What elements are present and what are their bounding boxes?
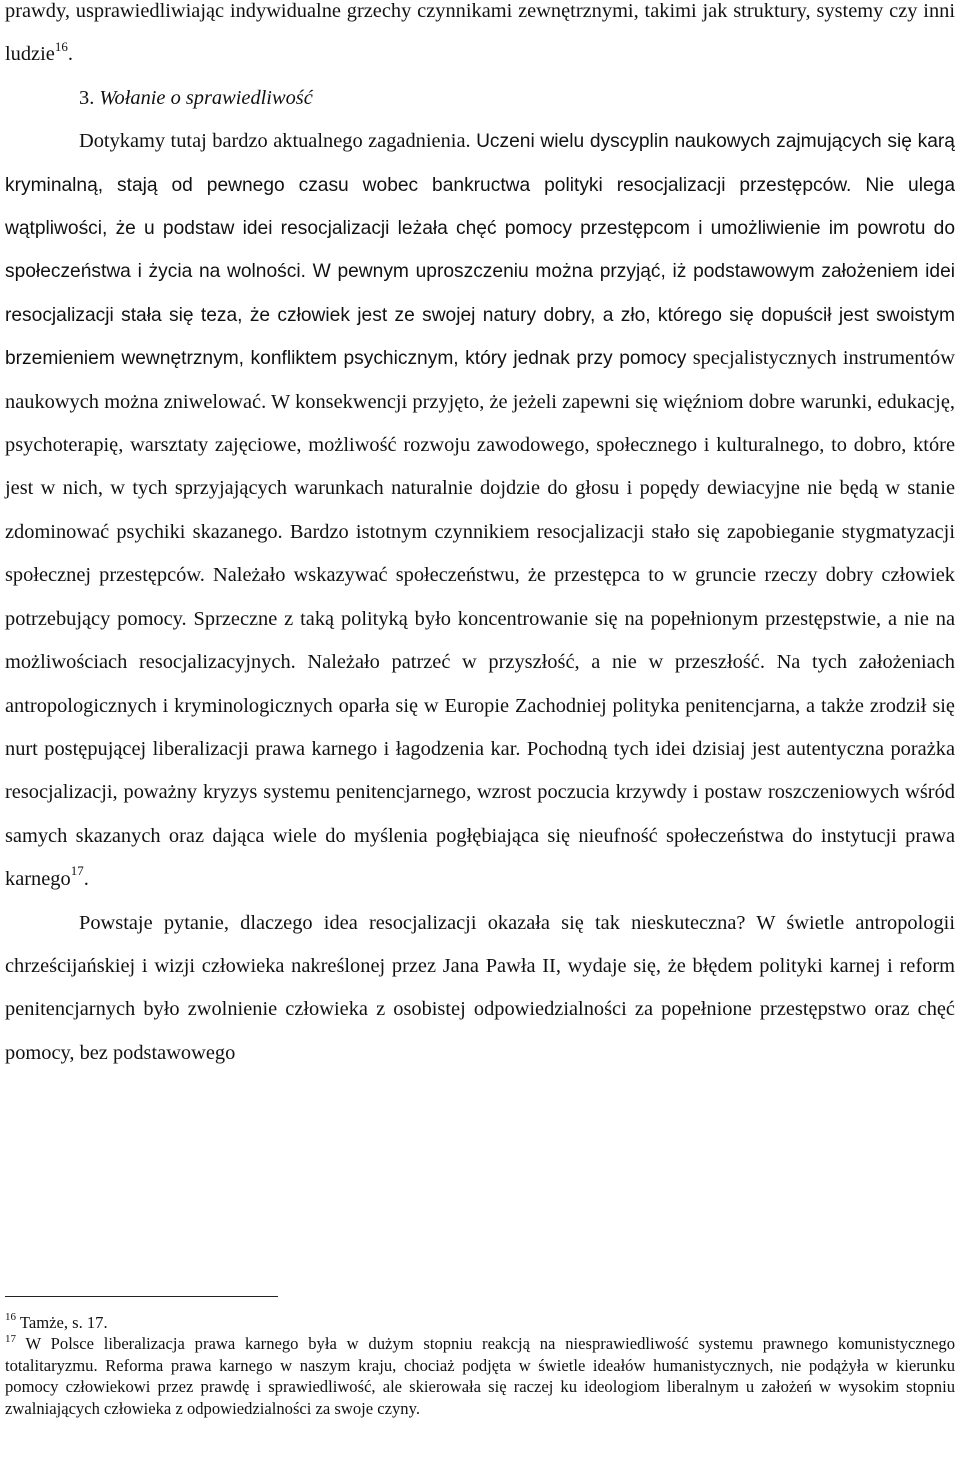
text-run-sans: Uczeni wielu dyscyplin naukowych zajmujących się karą kryminalną, stają od pewnego czasu wobec bankructwa polityki resocjalizacji przestępców. Nie ulega wątpliwości, że u podstaw idei resocjalizacji leżała chęć pomocy przestępcom i umożliwienie im powrotu do społeczeństwa i życia na wolności. W pewnym uproszczeniu można przyjąć, iż podstawowym założeniem idei resocjalizacji stała się teza, że człowiek jest ze swojej natury dobry, a zło, którego się dopuścił jest swoistym brzemieniem wewnętrznym, konfliktem psychicznym, który jednak przy pomocy [5, 131, 955, 370]
footnote [5, 1333, 955, 1419]
footnote-number: 17 [5, 1332, 16, 1345]
body-text [5, 0, 955, 1075]
text-run: Dotykamy tutaj bardzo aktualnego zagadnienia. [79, 130, 477, 153]
footnote-separator [5, 1296, 278, 1297]
section-heading [5, 77, 955, 120]
footnotes [5, 1312, 955, 1419]
footnote-ref-17[interactable]: 17 [70, 863, 84, 879]
section-title: Wołanie o sprawiedliwość [94, 86, 313, 109]
text-run: . [83, 868, 89, 891]
section-number: 3. [79, 86, 95, 109]
footnote-text: W Polsce liberalizacja prawa karnego była w dużym stopniu reakcją na niesprawiedliwość systemu prawnego komunistycznego totalitaryzmu. Reforma prawa karnego w naszym kraju, chociaż podjęta w świetle ideałów humanistycznych, nie podążyła w kierunku pomocy człowiekowi przez prawdę i sprawiedliwość, ale skierowała się raczej ku ideologiom liberalnym u założeń w wysokim stopniu zwalniających człowieka z odpowiedzialności za swoje czyny. [5, 1334, 955, 1418]
paragraph: Powstaje pytanie, dlaczego idea resocjalizacji okazała się tak nieskuteczna? W świetle antropologii chrześcijańskiej i wizji człowieka nakreślonej przez Jana Pawła II, wydaje się, że błędem polityki karnej i reform penitencjarnych było zwolnienie człowieka z osobistej odpowiedzialności za popełnione przestępstwo oraz chęć pomocy, bez podstawowego [5, 911, 955, 1064]
footnote-ref-16[interactable]: 16 [54, 38, 68, 54]
text-run: specjalistycznych instrumentów naukowych można zniwelować. W konsekwencji przyjęto, że jeżeli zapewni się więźniom dobre warunki, edukację, psychoterapię, warsztaty zajęciowe, możliwość rozwoju zawodowego, społecznego i kulturalnego, to dobro, które jest w nich, w tych sprzyjających warunkach naturalnie dojdzie do głosu i popędy dewiacyjne nie będą w stanie zdominować psychiki skazanego. Bardzo istotnym czynnikiem resocjalizacji stało się zapobieganie stygmatyzacji społecznej przestępców. Należało wskazywać społeczeństwu, że przestępca to w gruncie rzeczy dobry człowiek potrzebujący pomocy. Sprzeczne z taką polityką było koncentrowanie się na popełnionym przestępstwie, a nie na możliwościach resocjalizacyjnych. Należało patrzeć w przyszłość, a nie w przeszłość. Na tych założeniach antropologicznych i kryminologicznych oparła się w Europie Zachodniej polityka penitencjarna, a także zrodził się nurt postępującej liberalizacji prawa karnego i łagodzenia kar. Pochodną tych idei dzisiaj jest autentyczna porażka resocjalizacji, poważny kryzys systemu penitencjarnego, wzrost poczucia krzywdy i postaw roszczeniowych wśród samych skazanych oraz dająca wiele do myślenia pogłębiająca się nieufność społeczeństwa do instytucji prawa karnego [5, 347, 955, 891]
footnote-text: Tamże, s. 17. [16, 1313, 108, 1332]
footnote-number: 16 [5, 1311, 16, 1324]
text-run: prawdy, usprawiedliwiając indywidualne grzechy czynnikami zewnętrznymi, takimi jak struktury, systemy czy inni ludzie [5, 0, 955, 66]
text-run: . [67, 43, 73, 66]
paragraph-continuation [5, 0, 955, 77]
footnote [5, 1312, 955, 1333]
paragraph [5, 120, 955, 901]
